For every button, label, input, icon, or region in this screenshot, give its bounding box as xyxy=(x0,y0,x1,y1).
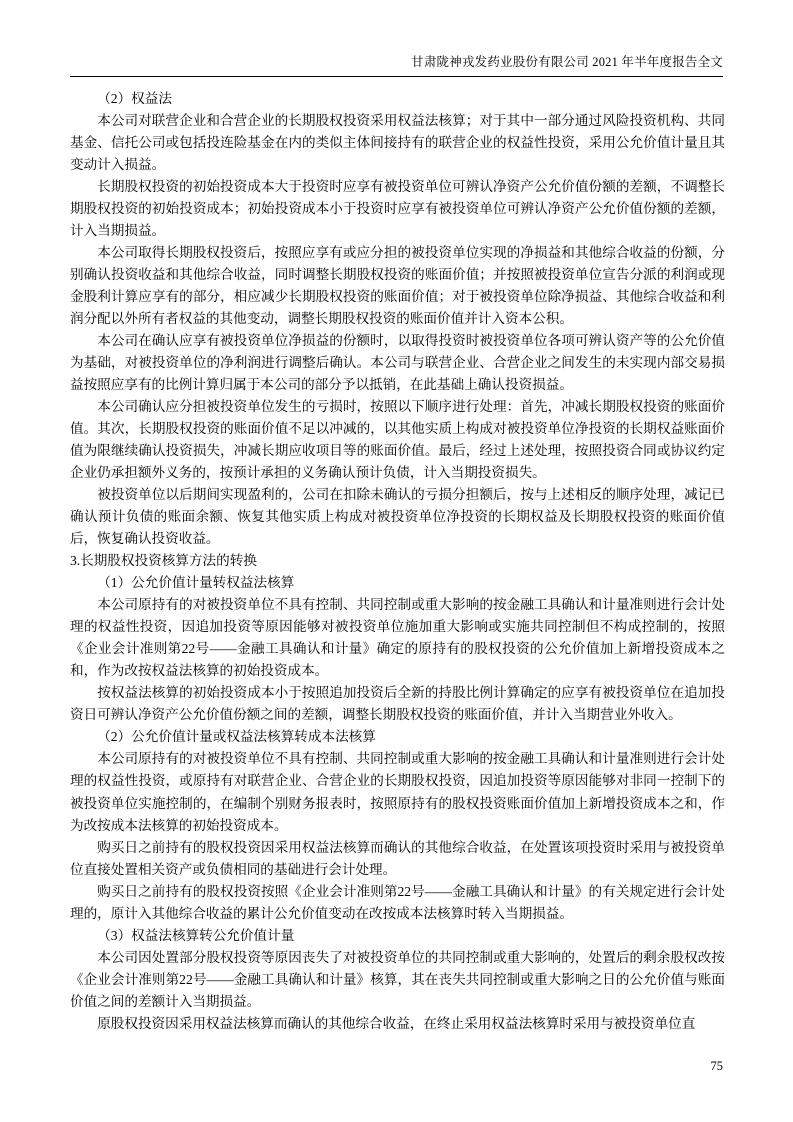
paragraph: （3）权益法核算转公允价值计量 xyxy=(97,927,295,943)
paragraph: 购买日之前持有的股权投资按照《企业会计准则第22号——金融工具确认和计量》的有关规定进行会计处理的，原计入其他综合收益的累计公允价值变动在改按成本法核算时转入当期损益。 xyxy=(70,883,725,921)
paragraph: 长期股权投资的初始投资成本大于投资时应享有被投资单位可辨认净资产公允价值份额的差额，不调整长期股权投资的初始投资成本；初始投资成本小于投资时应享有被投资单位可辨认净资产公允价值份额的差额，计入当期损益。 xyxy=(70,179,725,239)
paragraph: （2）公允价值计量或权益法核算转成本法核算 xyxy=(97,729,376,745)
page-header: 甘肃陇神戎发药业股份有限公司 2021 年半年度报告全文 xyxy=(411,55,723,69)
paragraph: 按权益法核算的初始投资成本小于按照追加投资后全新的持股比例计算确定的应享有被投资单位在追加投资日可辨认净资产公允价值份额之间的差额，调整长期股权投资的账面价值，并计入当期营业外收入。 xyxy=(70,685,725,723)
paragraph: 本公司原持有的对被投资单位不具有控制、共同控制或重大影响的按金融工具确认和计量准则进行会计处理的权益性投资，或原持有对联营企业、合营企业的长期股权投资，因追加投资等原因能够对非同一控制下的被投资单位实施控制的，在编制个别财务报表时，按照原持有的股权投资账面价值加上新增投资成本之和，作为改按成本法核算的初始投资成本。 xyxy=(70,751,725,833)
section-heading: 3.长期股权投资核算方法的转换 xyxy=(70,553,257,569)
paragraph: 购买日之前持有的股权投资因采用权益法核算而确认的其他综合收益，在处置该项投资时采用与被投资单位直接处置相关资产或负债相同的基础进行会计处理。 xyxy=(70,839,725,877)
paragraph: 本公司因处置部分股权投资等原因丧失了对被投资单位的共同控制或重大影响的，处置后的剩余股权改按《企业会计准则第22号——金融工具确认和计量》核算，其在丧失共同控制或重大影响之日的公允价值与账面价值之间的差额计入当期损益。 xyxy=(70,949,725,1009)
paragraph: 本公司在确认应享有被投资单位净损益的份额时，以取得投资时被投资单位各项可辨认资产等的公允价值为基础，对被投资单位的净利润进行调整后确认。本公司与联营企业、合营企业之间发生的未实现内部交易损益按照应享有的比例计算归属于本公司的部分予以抵销，在此基础上确认投资损益。 xyxy=(70,333,725,393)
paragraph: 原股权投资因采用权益法核算而确认的其他综合收益，在终止采用权益法核算时采用与被投资单位直 xyxy=(97,1015,696,1031)
header-divider xyxy=(70,76,723,77)
paragraph: （2）权益法 xyxy=(97,91,172,106)
page-number: 75 xyxy=(710,1059,723,1073)
paragraph: 本公司对联营企业和合营企业的长期股权投资采用权益法核算；对于其中一部分通过风险投资机构、共同基金、信托公司或包括投连险基金在内的类似主体间接持有的联营企业的权益性投资，采用公允价值计量且其变动计入损益。 xyxy=(70,113,725,173)
paragraph: 被投资单位以后期间实现盈利的，公司在扣除未确认的亏损分担额后，按与上述相反的顺序处理，减记已确认预计负债的账面余额、恢复其他实质上构成对被投资单位净投资的长期权益及长期股权投资的账面价值后，恢复确认投资收益。 xyxy=(70,487,725,547)
paragraph: 本公司取得长期股权投资后，按照应享有或应分担的被投资单位实现的净损益和其他综合收益的份额，分别确认投资收益和其他综合收益，同时调整长期股权投资的账面价值；并按照被投资单位宣告分派的利润或现金股利计算应享有的部分，相应减少长期股权投资的账面价值；对于被投资单位除净损益、其他综合收益和利润分配以外所有者权益的其他变动，调整长期股权投资的账面价值并计入资本公积。 xyxy=(70,245,725,327)
document-body xyxy=(70,88,725,1035)
paragraph: 本公司原持有的对被投资单位不具有控制、共同控制或重大影响的按金融工具确认和计量准则进行会计处理的权益性投资，因追加投资等原因能够对被投资单位施加重大影响或实施共同控制但不构成控制的，按照《企业会计准则第22号——金融工具确认和计量》确定的原持有的股权投资的公允价值加上新增投资成本之和，作为改按权益法核算的初始投资成本。 xyxy=(70,597,725,679)
paragraph: 本公司确认应分担被投资单位发生的亏损时，按照以下顺序进行处理：首先，冲减长期股权投资的账面价值。其次，长期股权投资的账面价值不足以冲减的，以其他实质上构成对被投资单位净投资的长期权益账面价值为限继续确认投资损失，冲减长期应收项目等的账面价值。最后，经过上述处理，按照投资合同或协议约定企业仍承担额外义务的，按预计承担的义务确认预计负债，计入当期投资损失。 xyxy=(70,399,725,481)
paragraph: （1）公允价值计量转权益法核算 xyxy=(97,575,295,591)
